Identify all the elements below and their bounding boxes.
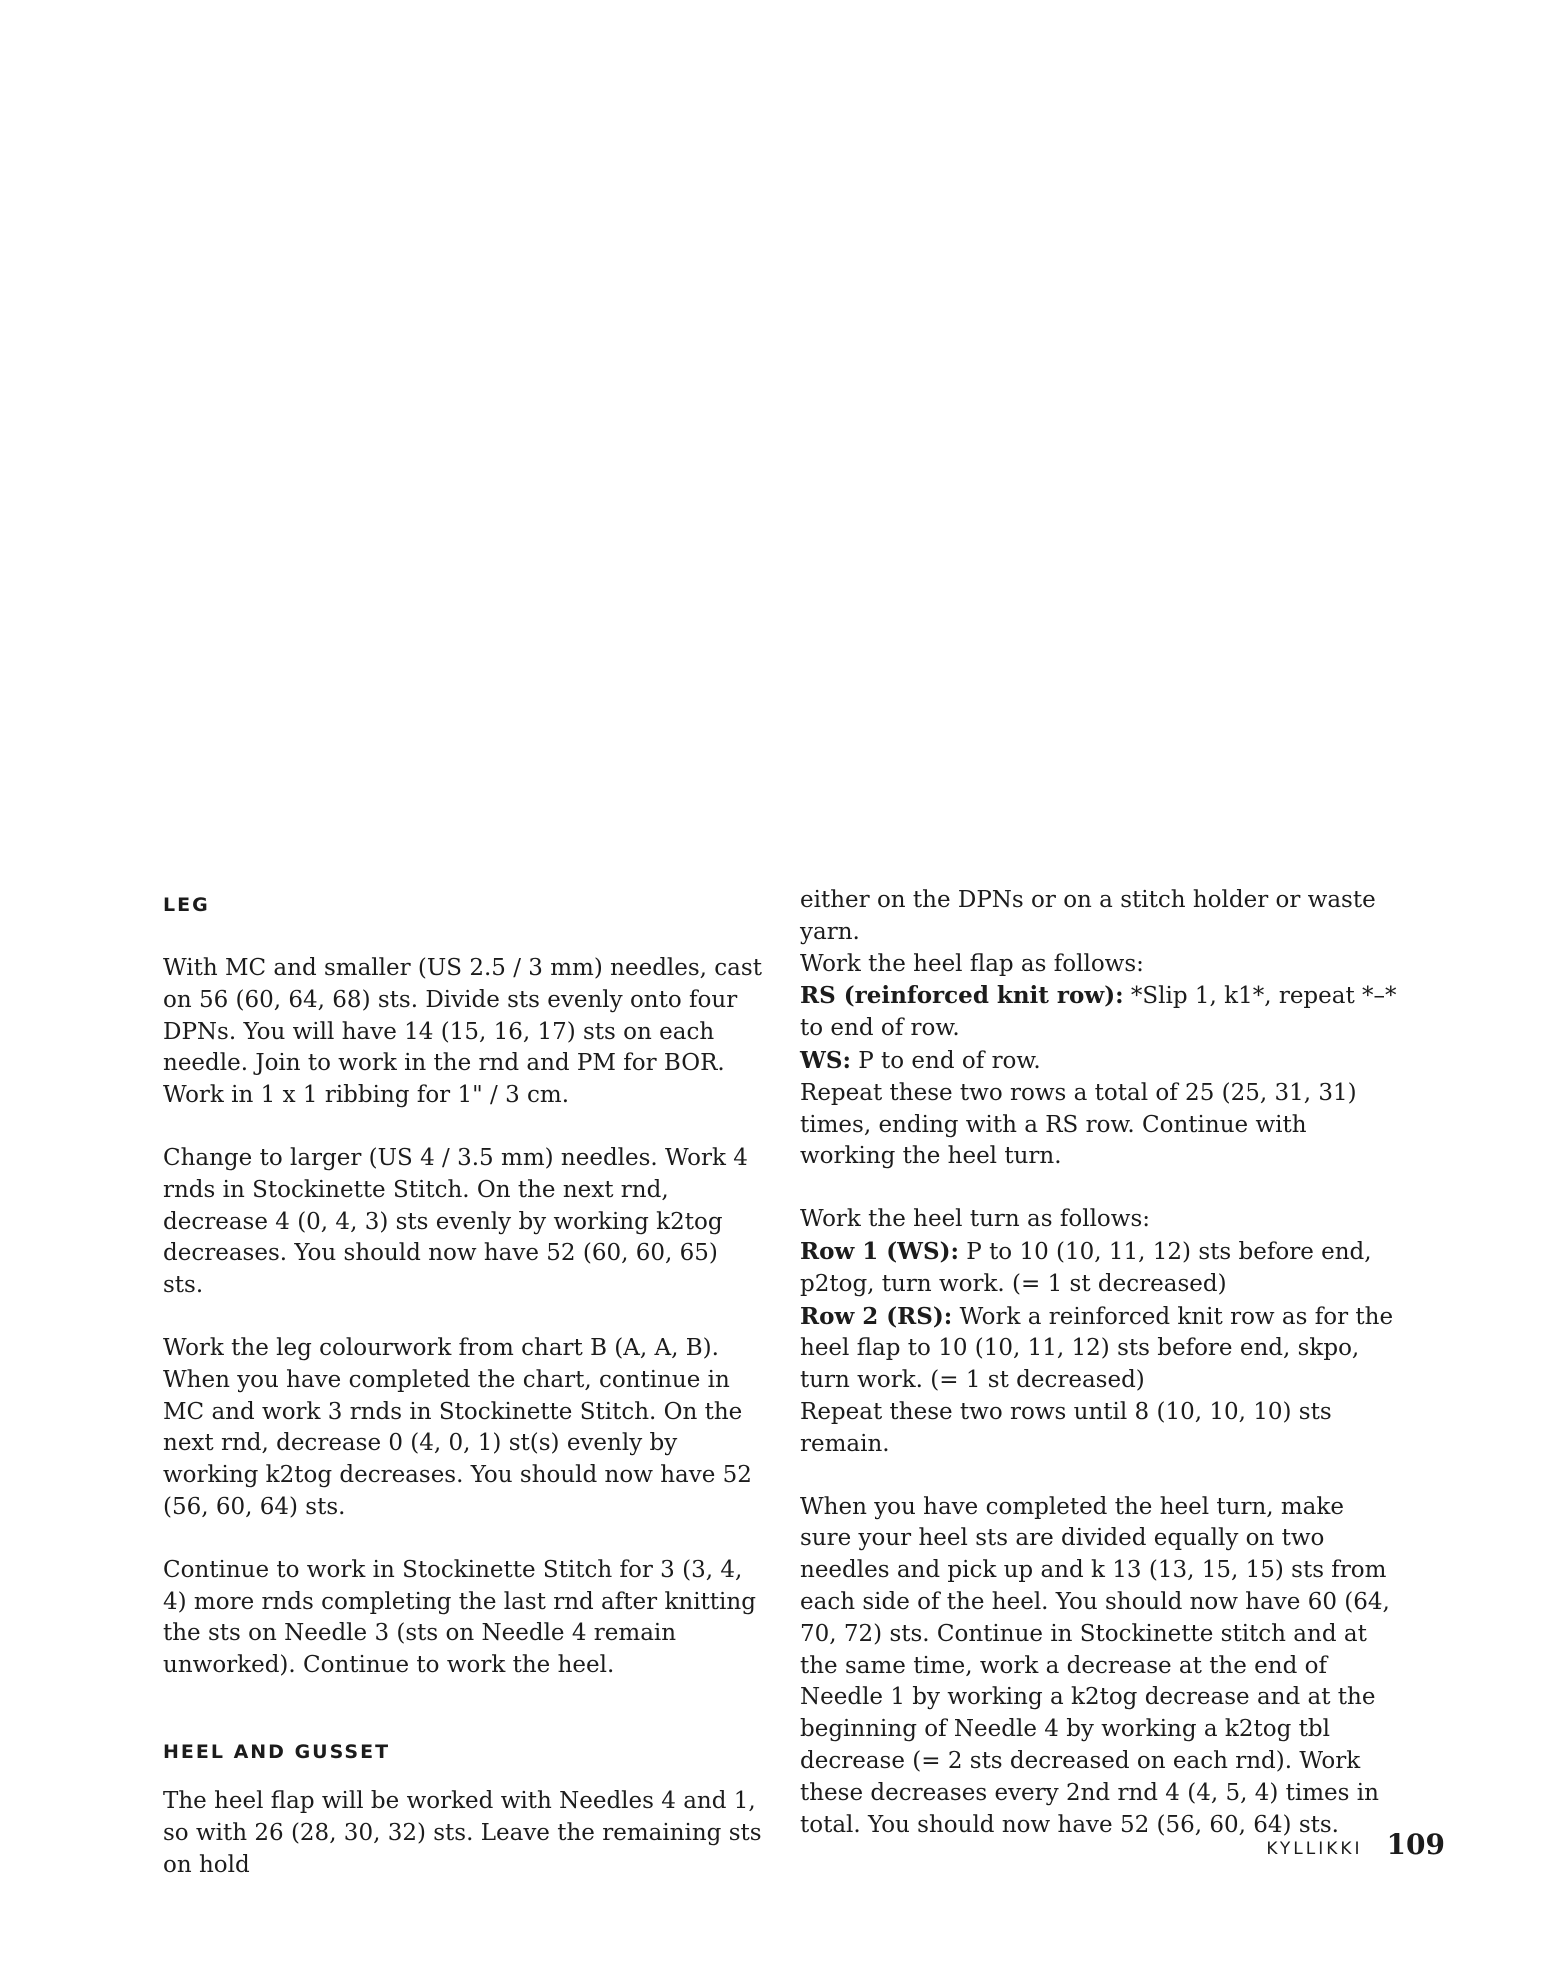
section-heading-heel-and-gusset: HEEL AND GUSSET (163, 1740, 391, 1763)
page-number: 109 (1386, 1828, 1445, 1861)
heel-turn-intro: Work the heel turn as follows: (800, 1206, 1151, 1233)
row1-text: P to 10 (10, 11, 12) sts before end, p2tog, turn work. (= 1 st decreased) (800, 1238, 1372, 1297)
page-footer (1266, 1828, 1445, 1861)
leg-paragraph: With MC and smaller (US 2.5 / 3 mm) needles, cast on 56 (60, 64, 68) sts. Divide sts evenly onto four DPNs. You will have 14 (15, 16, 17) sts on each needle. Join to work in the rnd and PM for BOR. Work in 1 x 1 ribbing for 1" / 3 cm. (163, 955, 762, 1109)
ws-row-instruction (800, 1045, 1400, 1078)
right-column (800, 885, 1400, 1841)
rs-row-text: *Slip 1, k1*, repeat *–* to end of row. (800, 983, 1397, 1042)
heel-flap-intro: Work the heel flap as follows: (800, 950, 1144, 977)
ws-row-label: WS: (800, 1046, 851, 1074)
continued-line: either on the DPNs or on a stitch holder or waste yarn. (800, 887, 1376, 945)
leg-paragraph: Change to larger (US 4 / 3.5 mm) needles. Work 4 rnds in Stockinette Stitch. On the next rnd, decrease 4 (0, 4, 3) sts evenly by working k2tog decreases. You should now have 52 (60, 60, 65) sts. (163, 1144, 748, 1299)
left-column (163, 885, 763, 1881)
gusset-paragraph: When you have completed the heel turn, make sure your heel sts are divided equally on two needles and pick up and k 13 (13, 15, 15) sts from each side of the heel. You should now have 60 (64, 70, 72) sts. Continue in Stockinette stitch and at the same time, work a decrease at the end of Needle 1 by working a k2tog decrease and at the beginning of Needle 4 by working a k2tog tbl decrease (= 2 sts decreased on each rnd). Work these decreases every 2nd rnd 4 (4, 5, 4) times in total. You should now have 52 (56, 60, 64) sts. (800, 1493, 1390, 1838)
heel-flap-repeat: Repeat these two rows a total of 25 (25, 31, 31) times, ending with a RS row. Continue with working the heel turn. (800, 1079, 1357, 1170)
footer-pattern-name: KYLLIKKI (1266, 1839, 1363, 1859)
ws-row-text: P to end of row. (850, 1047, 1041, 1074)
leg-paragraph: Work the leg colourwork from chart B (A, A, B). When you have completed the chart, continue in MC and work 3 rnds in Stockinette Stitch. On the next rnd, decrease 0 (4, 0, 1) st(s) evenly by working k2tog decreases. You should now have 52 (56, 60, 64) sts. (163, 1334, 752, 1520)
row1-instruction (800, 1236, 1400, 1301)
leg-paragraph: Continue to work in Stockinette Stitch for 3 (3, 4, 4) more rnds completing the last rnd after knitting the sts on Needle 3 (sts on Needle 4 remain unworked). Continue to work the heel. (163, 1556, 756, 1679)
row2-text: Work a reinforced knit row as for the heel flap to 10 (10, 11, 12) sts before end, skpo, turn work. (= 1 st decreased) (800, 1303, 1394, 1394)
heel-turn-repeat: Repeat these two rows until 8 (10, 10, 10) sts remain. (800, 1398, 1332, 1457)
section-heading-leg: LEG (163, 894, 210, 916)
rs-row-label: RS (reinforced knit row): (800, 982, 1124, 1010)
rs-row-instruction (800, 980, 1400, 1045)
row2-label: Row 2 (RS): (800, 1302, 953, 1330)
row2-instruction (800, 1301, 1400, 1397)
row1-label: Row 1 (WS): (800, 1237, 959, 1265)
heel-paragraph: The heel flap will be worked with Needles 4 and 1, so with 26 (28, 30, 32) sts. Leave the remaining sts on hold (163, 1787, 762, 1878)
